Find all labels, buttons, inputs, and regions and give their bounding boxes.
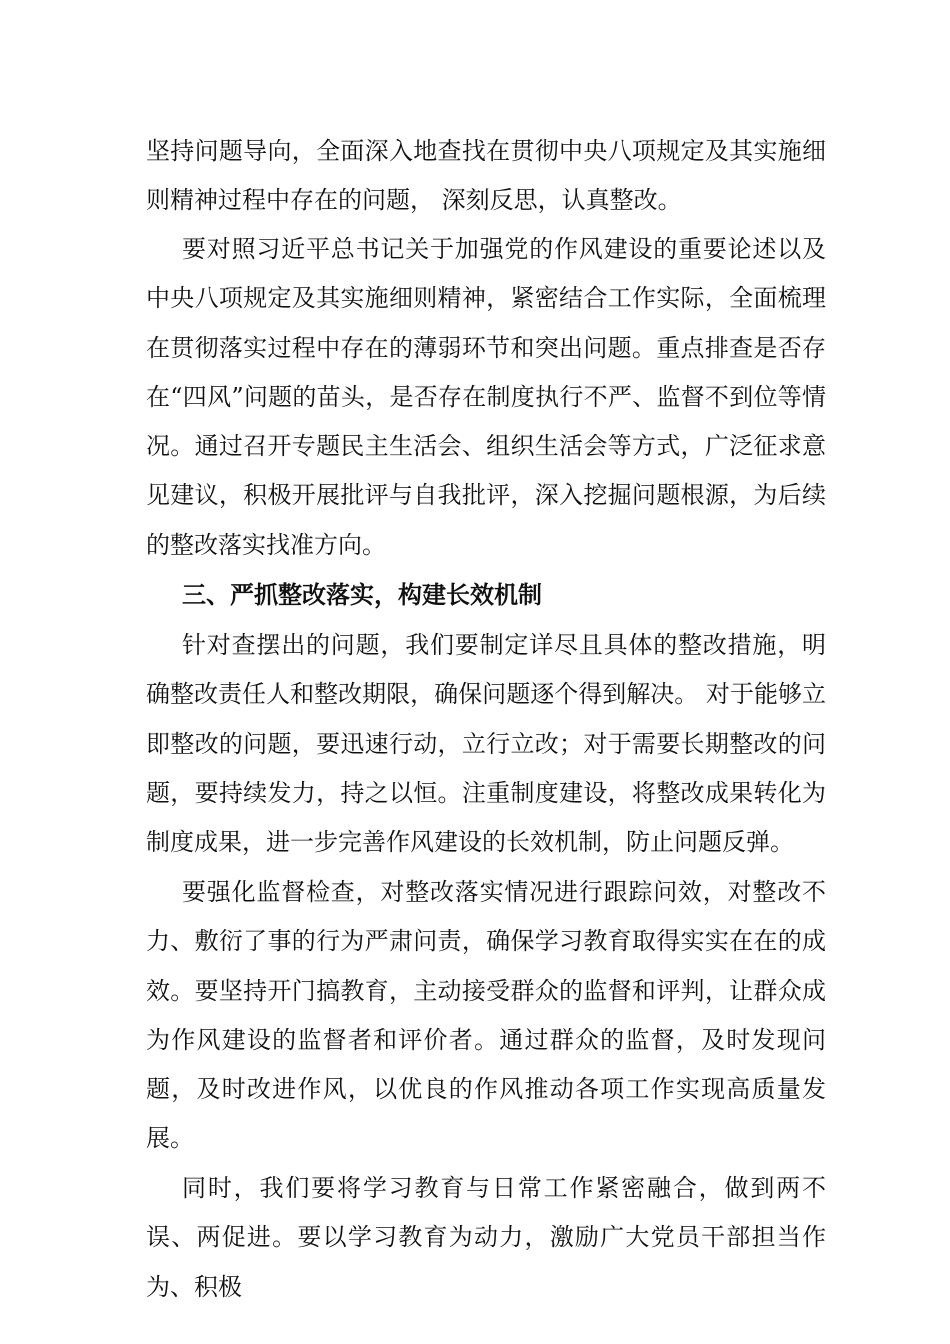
text-block-2 xyxy=(146,225,826,570)
paragraph-4: 要强化监督检查，对整改落实情况进行跟踪问效，对整改不力、敷衍了事的行为严肃问责，确保学习教育取得实实在在的成效。要坚持开门搞教育，主动接受群众的监督和评判，让群众成为作风建设的监督者和评价者。通过群众的监督，及时发现问题，及时改进作风，以优良的作风推动各项工作实现高质量发展。 xyxy=(146,878,826,1153)
paragraph-5: 同时，我们要将学习教育与日常工作紧密融合，做到两不误、两促进。要以学习教育为动力，激励广大党员干部担当作为、积极 xyxy=(146,1174,826,1301)
paragraph-2: 要对照习近平总书记关于加强党的作风建设的重要论述以及中央八项规定及其实施细则精神，紧密结合工作实际，全面梳理在贯彻落实过程中存在的薄弱环节和突出问题。重点排查是否存在“四风”问题的苗头，是否存在制度执行不严、监督不到位等情况。通过召开专题民主生活会、组织生活会等方式，广泛征求意见建议，积极开展批评与自我批评，深入挖掘问题根源，为后续的整改落实找准方向。 xyxy=(146,235,826,559)
text-block-5 xyxy=(146,868,826,1164)
section-heading: 三、严抓整改落实，构建长效机制 xyxy=(182,580,542,609)
paragraph-3: 针对查摆出的问题，我们要制定详尽且具体的整改措施，明确整改责任人和整改期限，确保问题逐个得到解决。 对于能够立即整改的问题，要迅速行动，立行立改；对于需要长期整改的问题，要持续发力，持之以恒。注重制度建设，将整改成果转化为制度成果，进一步完善作风建设的长效机制，防止问题反弹。 xyxy=(146,631,826,857)
paragraph-1: 坚持问题导向，全面深入地查找在贯彻中央八项规定及其实施细则精神过程中存在的问题， 深刻反思，认真整改。 xyxy=(146,137,826,215)
text-block-4 xyxy=(146,621,826,867)
text-block-6 xyxy=(146,1164,826,1312)
text-block-3 xyxy=(146,570,826,619)
text-block-1 xyxy=(146,127,826,226)
